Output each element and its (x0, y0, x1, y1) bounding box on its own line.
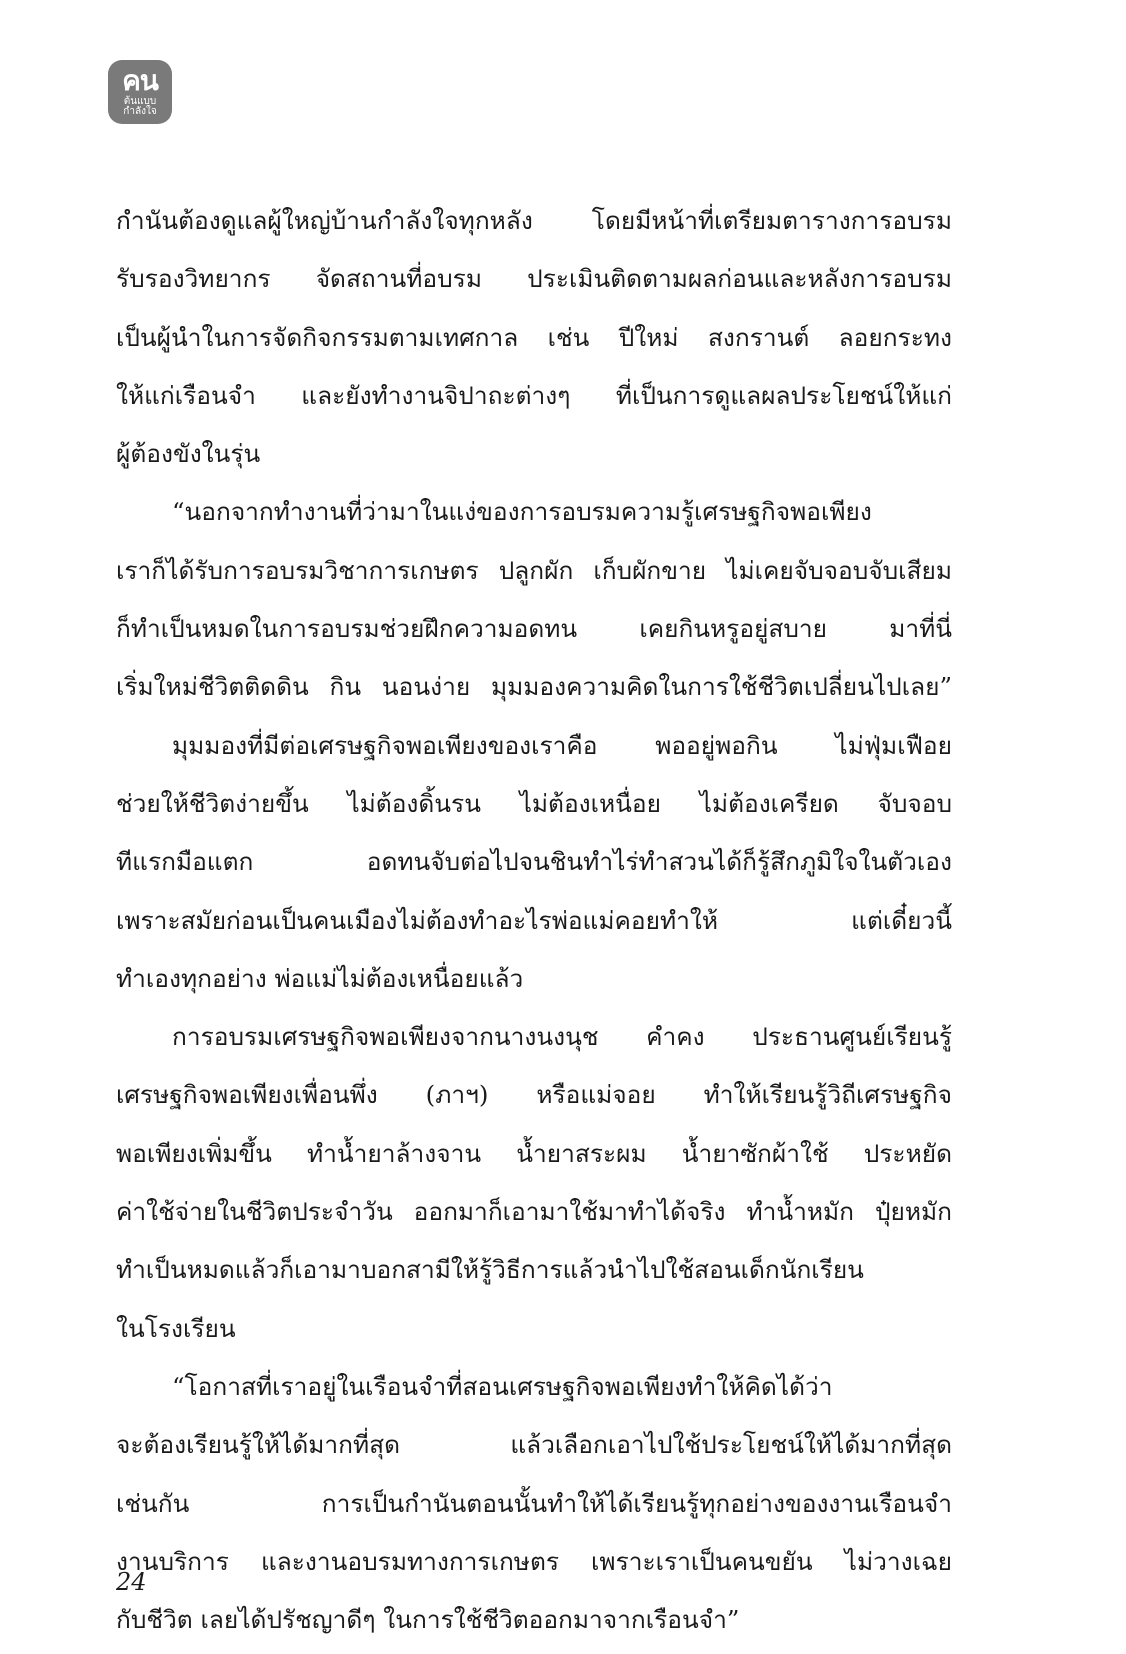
text-line: มุมมองที่มีต่อเศรษฐกิจพอเพียงของเราคือ พออยู่พอกิน ไม่ฟุ่มเฟือย (172, 730, 952, 760)
text-line: ผู้ต้องขังในรุ่น (116, 439, 261, 469)
page-number: 24 (116, 1568, 147, 1596)
text-line: เริ่มใหม่ชีวิตติดดิน กิน นอนง่าย มุมมองความคิดในการใช้ชีวิตเปลี่ยนไปเลย” (116, 672, 952, 702)
text-line: ทำเองทุกอย่าง พ่อแม่ไม่ต้องเหนื่อยแล้ว (116, 963, 524, 993)
text-line: รับรองวิทยากร จัดสถานที่อบรม ประเมินติดตามผลก่อนและหลังการอบรม (116, 264, 952, 294)
text-line: เป็นผู้นำในการจัดกิจกรรมตามเทศกาล เช่น ปีใหม่ สงกรานต์ ลอยกระทง (116, 322, 952, 352)
text-line: ช่วยให้ชีวิตง่ายขึ้น ไม่ต้องดิ้นรน ไม่ต้องเหนื่อย ไม่ต้องเครียด จับจอบ (116, 788, 952, 818)
paragraph-1 (116, 192, 952, 483)
text-line: เพราะสมัยก่อนเป็นคนเมืองไม่ต้องทำอะไรพ่อแม่คอยทำให้ แต่เดี๋ยวนี้ (116, 905, 952, 935)
text-line: ค่าใช้จ่ายในชีวิตประจำวัน ออกมาก็เอามาใช้มาทำได้จริง ทำน้ำหมัก ปุ๋ยหมัก (116, 1197, 952, 1227)
series-logo (108, 60, 172, 124)
logo-subtitle-1: ต้นแบบ (123, 96, 157, 107)
paragraph-5 (116, 1358, 952, 1649)
text-line: กับชีวิต เลยได้ปรัชญาดีๆ ในการใช้ชีวิตออกมาจากเรือนจำ” (116, 1605, 740, 1635)
logo-title: คน (122, 64, 158, 97)
text-line: ทีแรกมือแตก อดทนจับต่อไปจนชินทำไร่ทำสวนได้ก็รู้สึกภูมิใจในตัวเอง (116, 847, 952, 877)
text-line: กำนันต้องดูแลผู้ใหญ่บ้านกำลังใจทุกหลัง โดยมีหน้าที่เตรียมตารางการอบรม (116, 206, 952, 235)
page-body (116, 192, 952, 1649)
logo-subtitle-2: กำลังใจ (123, 106, 157, 117)
text-line: ทำเป็นหมดแล้วก็เอามาบอกสามีให้รู้วิธีการแล้วนำไปใช้สอนเด็กนักเรียน (116, 1255, 864, 1285)
text-line: เศรษฐกิจพอเพียงเพื่อนพึ่ง (ภาฯ) หรือแม่จอย ทำให้เรียนรู้วิถีเศรษฐกิจ (116, 1080, 952, 1110)
text-line: ในโรงเรียน (116, 1313, 236, 1343)
text-line: “นอกจากทำงานที่ว่ามาในแง่ของการอบรมความรู้เศรษฐกิจพอเพียง (172, 497, 872, 527)
text-line: ให้แก่เรือนจำ และยังทำงานจิปาถะต่างๆ ที่เป็นการดูแลผลประโยชน์ให้แก่ (116, 380, 952, 410)
text-line: งานบริการ และงานอบรมทางการเกษตร เพราะเราเป็นคนขยัน ไม่วางเฉย (116, 1546, 952, 1576)
text-line: “โอกาสที่เราอยู่ในเรือนจำที่สอนเศรษฐกิจพอเพียงทำให้คิดได้ว่า (172, 1371, 833, 1401)
paragraph-3 (116, 717, 952, 1008)
text-line: เราก็ได้รับการอบรมวิชาการเกษตร ปลูกผัก เก็บผักขาย ไม่เคยจับจอบจับเสียม (116, 555, 952, 585)
text-line: เช่นกัน การเป็นกำนันตอนนั้นทำให้ได้เรียนรู้ทุกอย่างของงานเรือนจำ (116, 1488, 952, 1518)
paragraph-2 (116, 483, 952, 716)
text-line: จะต้องเรียนรู้ให้ได้มากที่สุด แล้วเลือกเอาไปใช้ประโยชน์ให้ได้มากที่สุด (116, 1430, 952, 1460)
text-line: พอเพียงเพิ่มขึ้น ทำน้ำยาล้างจาน น้ำยาสระผม น้ำยาซักผ้าใช้ ประหยัด (116, 1138, 952, 1168)
paragraph-4 (116, 1008, 952, 1358)
text-line: การอบรมเศรษฐกิจพอเพียงจากนางนงนุช คำคง ประธานศูนย์เรียนรู้ (172, 1022, 952, 1052)
text-line: ก็ทำเป็นหมดในการอบรมช่วยฝึกความอดทน เคยกินหรูอยู่สบาย มาที่นี่ (116, 614, 952, 644)
